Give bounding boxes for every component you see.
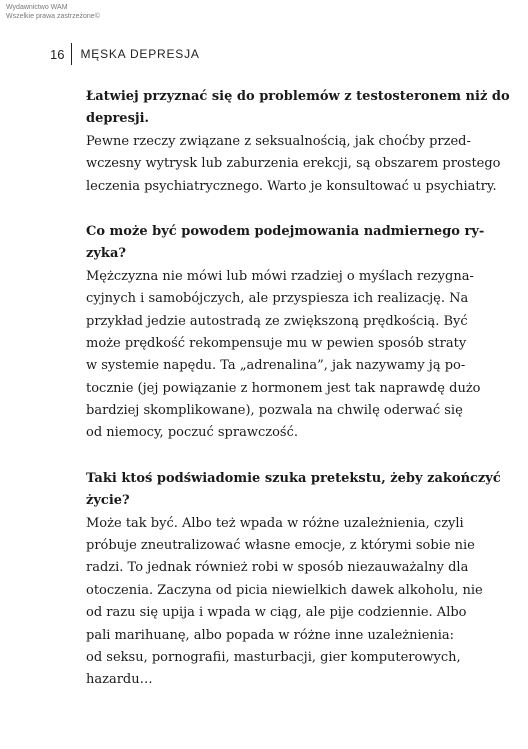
answer-line: bardziej skomplikowane), pozwala na chwilę oderwać się [86, 403, 463, 419]
question-line: depresji. [86, 111, 150, 127]
answer-line: leczenia psychiatrycznego. Warto je konsultować u psychiatry. [86, 178, 497, 194]
qa-section [86, 221, 485, 445]
answer-line: może prędkość rekompensuje mu w pewien sposób straty [86, 335, 467, 351]
book-title: MĘSKA DEPRESJA [80, 47, 200, 61]
question [86, 86, 510, 131]
answer-line: od niemocy, poczuć sprawczość. [86, 425, 299, 441]
question [86, 468, 501, 513]
answer-line: radzi. To jednak również robi w sposób niezauważalny dla [86, 560, 469, 576]
answer-line: od seksu, pornografii, masturbacji, gier komputerowych, [86, 649, 461, 665]
answer-line: Mężczyzna nie mówi lub mówi rzadziej o myślach rezygna- [86, 268, 474, 284]
answer-line: hazardu… [86, 672, 153, 688]
answer-line: Może tak być. Albo też wpada w różne uzależnienia, czyli [86, 515, 464, 531]
answer-line: Pewne rzeczy związane z seksualnością, jak choćby przed- [86, 133, 471, 149]
answer-line: próbuje zneutralizować własne emocje, z którymi sobie nie [86, 538, 475, 554]
answer-line: w systemie napędu. Ta „adrenalina”, jak nazywamy ją po- [86, 358, 466, 374]
answer-line: tocznie (jej powiązanie z hormonem jest tak naprawdę dużo [86, 380, 481, 396]
question-line: zyka? [86, 246, 126, 262]
answer-line: przykład jedzie autostradą ze zwiększoną prędkością. Być [86, 313, 468, 329]
answer [86, 513, 483, 692]
question-line: życie? [86, 493, 130, 509]
question-line: Taki ktoś podświadomie szuka pretekstu, żeby zakończyć [86, 470, 501, 486]
answer [86, 131, 501, 198]
answer-line: wczesny wytrysk lub zaburzenia erekcji, są obszarem prostego [86, 156, 501, 172]
question [86, 221, 485, 266]
question-line: Łatwiej przyznać się do problemów z testosteronem niż do [86, 89, 510, 104]
answer-line: cyjnych i samobójczych, ale przyspiesza ich realizację. Na [86, 291, 469, 307]
answer-line: pali marihuanę, albo popada w różne inne uzależnienia: [86, 627, 455, 643]
watermark [6, 3, 100, 21]
question-line: Co może być powodem podejmowania nadmiernego ry- [86, 223, 485, 239]
qa-section [86, 86, 510, 198]
page-body [86, 86, 510, 715]
running-head [50, 43, 200, 65]
page-number: 16 [50, 46, 65, 62]
answer-line: otoczenia. Zaczyna od picia niewielkich dawek alkoholu, nie [86, 582, 483, 598]
qa-section [86, 468, 501, 692]
header-divider [71, 43, 72, 65]
watermark-copyright: Wszelkie prawa zastrzeżone© [6, 13, 100, 20]
watermark-publisher: Wydawnictwo WAM [6, 4, 68, 11]
answer [86, 266, 481, 445]
answer-line: od razu się upija i wpada w ciąg, ale pije codziennie. Albo [86, 605, 467, 621]
